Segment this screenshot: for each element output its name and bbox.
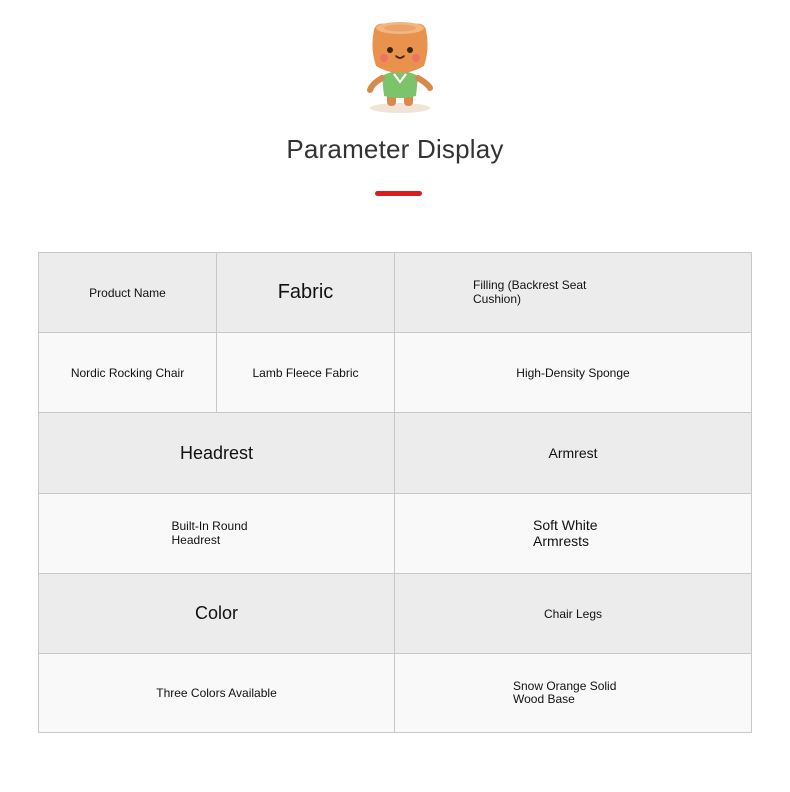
fabric-value: Lamb Fleece Fabric [252,365,359,380]
title-accent-bar [375,191,422,196]
table-cell [394,412,752,494]
table-cell [216,252,395,333]
chair-legs-value: Snow Orange Solid Wood Base [513,678,617,706]
table-cell [38,252,217,333]
chair-legs-label: Chair Legs [543,606,603,621]
table-cell [394,252,752,333]
page-title: Parameter Display [286,134,504,164]
table-cell [216,332,395,413]
table-cell [38,332,217,413]
table-cell [38,573,395,654]
armrest-value: Soft White Armrests [533,517,598,549]
table-cell [394,493,752,574]
table-cell [394,573,752,654]
filling-value: High-Density Sponge [516,365,630,380]
parameter-table [38,252,752,733]
color-label: Color [194,603,238,623]
headrest-label: Headrest [179,442,254,463]
table-cell [394,332,752,413]
table-cell [38,493,395,574]
product-name-value: Nordic Rocking Chair [70,365,185,380]
filling-label: Filling (Backrest Seat Cushion) [473,278,587,306]
table-cell [38,412,395,494]
fabric-label: Fabric [277,281,334,303]
table-cell [394,653,752,733]
table-cell [38,653,395,733]
product-name-label: Product Name [89,285,166,300]
tree-stump-mascot-icon [360,18,440,114]
headrest-value: Built-In Round Headrest [171,519,248,547]
armrest-label: Armrest [548,445,598,461]
color-value: Three Colors Available [156,686,277,700]
